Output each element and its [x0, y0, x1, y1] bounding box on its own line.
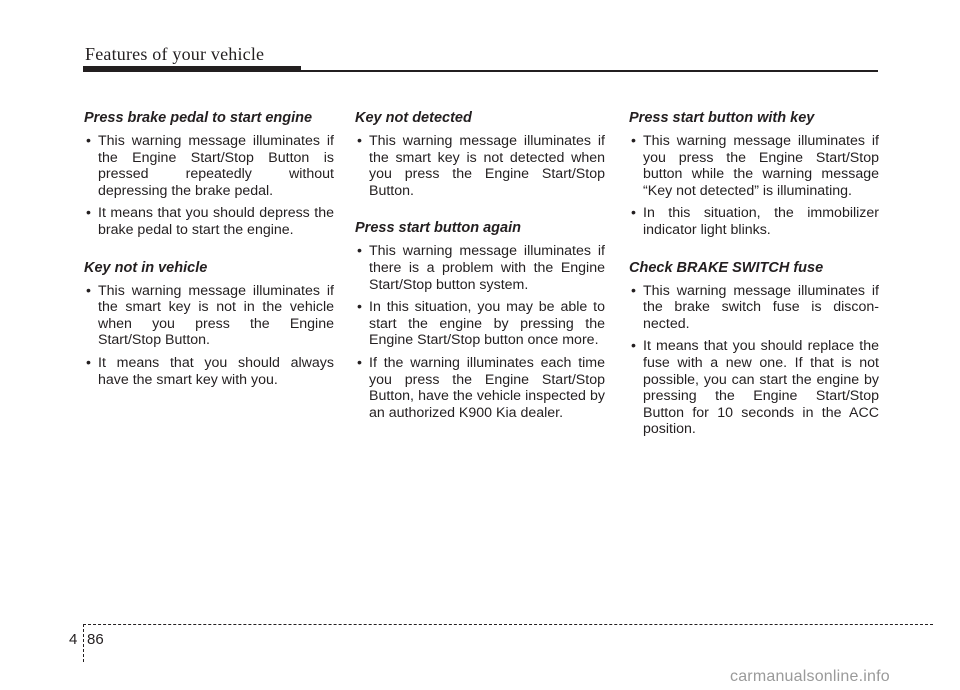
section-heading: Press start button with key — [629, 110, 815, 126]
bullet-item — [355, 355, 605, 421]
bullet-icon: • — [357, 354, 362, 371]
bullet-text: This warning message illuminates if the brake switch fuse is discon-nected. — [643, 282, 879, 332]
column-left — [84, 108, 334, 407]
bullet-icon: • — [357, 299, 362, 316]
bullet-icon: • — [631, 205, 636, 222]
bullet-text: This warning message illuminates if the smart key is not detected when you press the Engine Start/Stop Button. — [369, 133, 605, 199]
bullet-text: In this situation, the immobilizer indicator light blinks. — [643, 205, 879, 238]
bullet-text: This warning message illuminates if the Engine Start/Stop Button is pressed repeatedly without depressing the brake pedal. — [98, 133, 334, 199]
bullet-item — [355, 243, 605, 293]
bullet-text: This warning message illuminates if there is a problem with the Engine Start/Stop button system. — [369, 243, 605, 293]
section-heading: Key not in vehicle — [84, 259, 208, 276]
section-heading: Press start button again — [355, 220, 521, 237]
bullet-item — [629, 338, 879, 438]
section — [629, 258, 879, 438]
bullet-icon: • — [631, 282, 636, 299]
bullet-item — [84, 205, 334, 238]
section — [355, 108, 605, 199]
bullet-icon: • — [631, 133, 636, 149]
footer-rule — [83, 624, 933, 625]
bullet-icon: • — [86, 133, 91, 149]
header-bar-thin — [300, 70, 878, 72]
bullet-text: This warning message illuminates if the smart key is not in the vehicle when you press the Engine Start/Stop Button. — [98, 282, 334, 349]
bullet-item — [355, 133, 605, 199]
bullet-icon: • — [357, 133, 362, 149]
bullet-icon: • — [631, 338, 636, 355]
bullet-text: This warning message illuminates if you press the Engine Start/Stop button while the warning message “Key not detected” is illuminating. — [643, 133, 879, 199]
watermark-link[interactable]: carmanualsonline.info — [730, 668, 890, 685]
bullet-item — [629, 283, 879, 333]
bullet-item — [84, 283, 334, 349]
column-middle — [355, 108, 605, 440]
bullet-item — [355, 299, 605, 349]
footer-divider — [83, 624, 84, 662]
bullet-text: It means that you should replace the fuse with a new one. If that is not possible, you can start the engine by pressing the Engine Start/Stop Button for 10 seconds in the ACC position. — [643, 338, 879, 438]
header-title: Features of your vehicle — [85, 44, 265, 64]
bullet-text: In this situation, you may be able to start the engine by pressing the Engine Start/Stop button once more. — [369, 299, 605, 349]
section — [84, 258, 334, 389]
bullet-icon: • — [86, 354, 91, 371]
bullet-item — [629, 205, 879, 238]
header-bar-thick — [83, 66, 301, 72]
bullet-text: If the warning illuminates each time you press the Engine Start/Stop Button, have the vehicle inspected by an authorized K900 Kia dealer. — [369, 354, 605, 421]
bullet-item — [84, 133, 334, 199]
column-right — [629, 108, 879, 457]
section — [84, 108, 334, 239]
bullet-item — [84, 355, 334, 388]
bullet-icon: • — [357, 243, 362, 260]
section-heading: Key not detected — [355, 110, 472, 126]
section-heading: Press brake pedal to start engine — [84, 110, 313, 126]
bullet-text: It means that you should depress the brake pedal to start the engine. — [98, 205, 334, 238]
section-heading: Check BRAKE SWITCH fuse — [629, 259, 824, 276]
section — [629, 108, 879, 239]
bullet-icon: • — [86, 282, 91, 299]
chapter-number: 4 — [69, 631, 78, 648]
bullet-item — [629, 133, 879, 199]
page-number: 86 — [87, 631, 104, 648]
section — [355, 218, 605, 421]
bullet-text: It means that you should always have the smart key with you. — [98, 354, 334, 388]
bullet-icon: • — [86, 205, 91, 222]
